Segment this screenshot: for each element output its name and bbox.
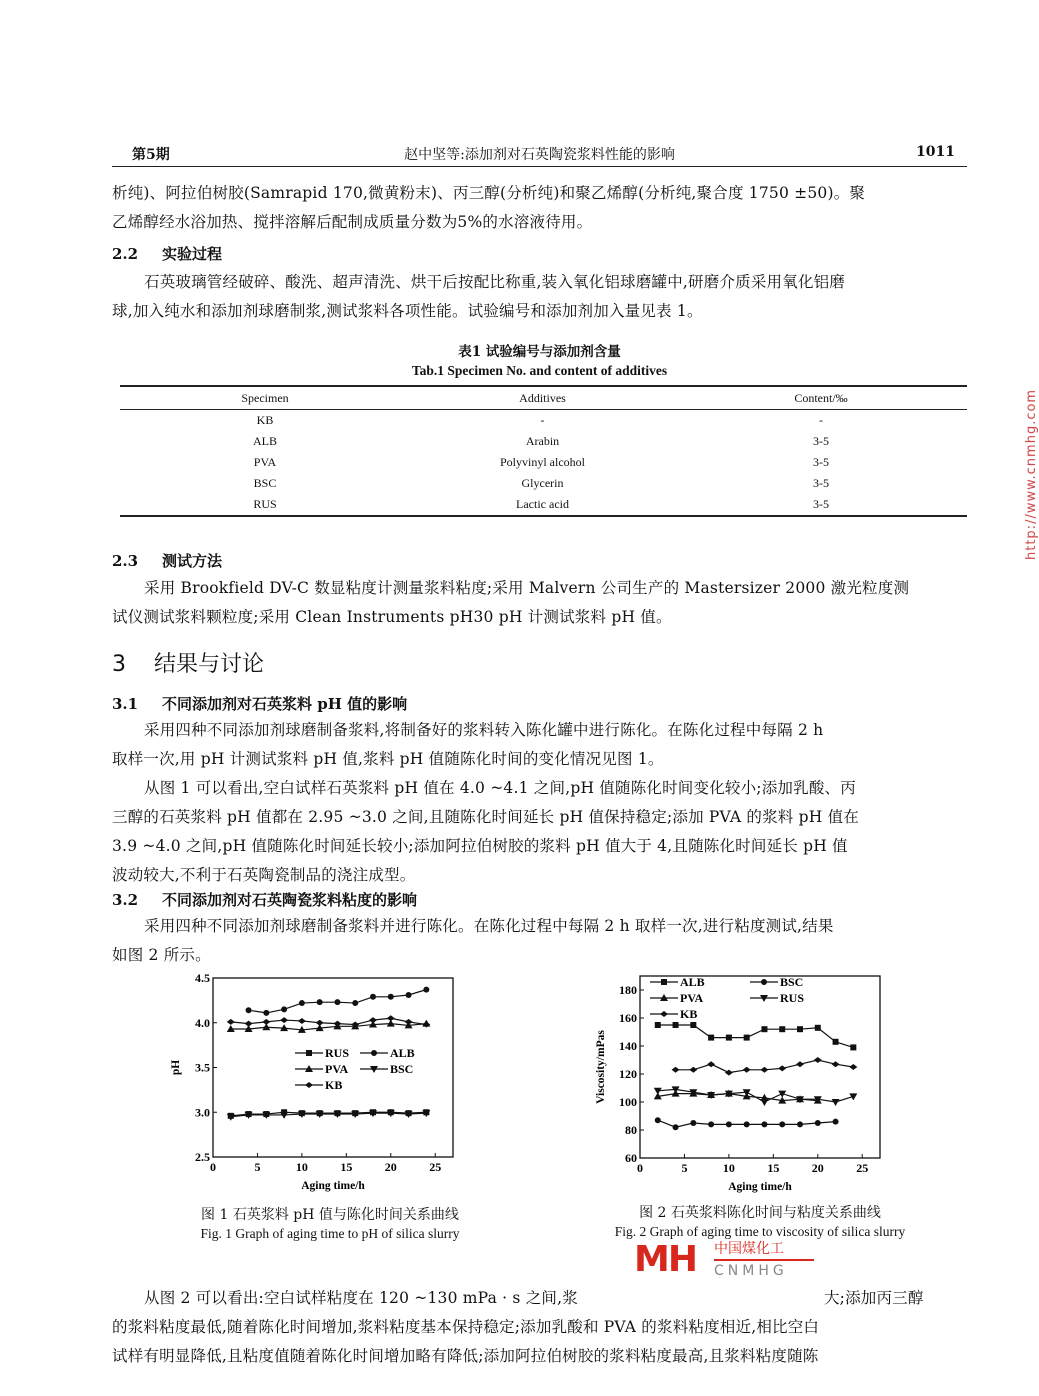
section-title: 不同添加剂对石英陶瓷浆料粘度的影响 [162, 891, 418, 909]
text-line: 采用四种不同添加剂球磨制备浆料,将制备好的浆料转入陈化罐中进行陈化。在陈化过程中每隔 2 h [144, 721, 824, 739]
data-point-kb [760, 1067, 768, 1073]
data-point-alb [281, 1006, 287, 1012]
text-line: 3.9 ~4.0 之间,pH 值随陈化时间延长较小;添加阿拉伯树胶的浆料 pH 值大于 4,且随陈化时间延长 pH 值 [112, 837, 848, 855]
table-caption-cn: 表1 试验编号与添加剂含量 [458, 344, 621, 360]
table-row [120, 410, 967, 432]
data-point-alb [761, 1026, 767, 1032]
data-point-alb [388, 994, 394, 1000]
table-header-row [120, 386, 967, 410]
section-number: 2.3 [112, 552, 139, 570]
logo-text-en: CNMHG [714, 1263, 788, 1279]
series-line-rus [658, 1089, 854, 1102]
text-line: 采用四种不同添加剂球磨制备浆料并进行陈化。在陈化过程中每隔 2 h 取样一次,进行粘度测试,结果 [144, 917, 834, 935]
y-tick-label: 4.0 [195, 1015, 210, 1030]
table-cell: PVA [253, 455, 277, 469]
data-point-kb [316, 1020, 324, 1026]
section-2-3-paragraph [112, 574, 972, 632]
data-point-alb [334, 999, 340, 1005]
section-title: 测试方法 [162, 552, 223, 570]
section-heading-2-2 [112, 243, 222, 264]
figure-caption-en: Fig. 1 Graph of aging time to pH of silica slurry [200, 1226, 460, 1241]
data-point-alb [833, 1039, 839, 1045]
data-point-alb [708, 1035, 714, 1041]
table-cell: - [819, 413, 823, 427]
y-tick-label: 160 [619, 1011, 637, 1025]
x-tick-label: 20 [811, 1161, 824, 1175]
legend-label: RUS [325, 1046, 350, 1060]
data-point-kb [280, 1017, 288, 1023]
y-tick-label: 2.5 [195, 1150, 210, 1164]
x-tick-label: 15 [340, 1160, 353, 1174]
data-point-alb [246, 1007, 252, 1013]
data-point-alb [423, 987, 429, 993]
y-tick-label: 3.5 [195, 1060, 210, 1075]
section-title: 实验过程 [162, 245, 223, 263]
legend-marker [371, 1050, 377, 1056]
data-point-bsc [761, 1121, 767, 1127]
data-point-kb [743, 1067, 751, 1073]
table-row [120, 431, 967, 452]
section-title: 结果与讨论 [154, 652, 265, 677]
page-number: 1011 [916, 144, 955, 160]
data-point-bsc [655, 1117, 661, 1123]
data-point-bsc [797, 1121, 803, 1127]
data-point-kb [227, 1019, 235, 1025]
data-point-kb [387, 1015, 395, 1021]
legend-marker [305, 1082, 313, 1088]
section-heading-3-1 [112, 693, 407, 714]
intro-paragraph [112, 179, 972, 237]
data-point-kb [672, 1067, 680, 1073]
data-point-kb [405, 1019, 413, 1025]
x-tick-label: 5 [681, 1161, 688, 1175]
text-line: 采用 Brookfield DV-C 数显粘度计测量浆料粘度;采用 Malvern 公司生产的 Mastersizer 2000 激光粒度测 [144, 579, 910, 597]
data-point-alb [726, 1035, 732, 1041]
section-2-2-paragraph [112, 268, 972, 326]
legend-label: KB [325, 1078, 343, 1092]
running-title: 赵中坚等:添加剂对石英陶瓷浆料性能的影响 [404, 147, 675, 163]
data-point-kb [262, 1019, 270, 1025]
y-tick-label: 140 [619, 1039, 637, 1053]
text-line: 波动较大,不利于石英陶瓷制品的浇注成型。 [112, 866, 416, 884]
y-tick-label: 180 [619, 983, 637, 997]
legend-label: PVA [680, 991, 704, 1005]
closing-paragraph [112, 1284, 972, 1371]
x-axis-label: Aging time/h [301, 1180, 365, 1192]
data-point-alb [779, 1026, 785, 1032]
cnmhg-logo [634, 1240, 954, 1280]
table-row [120, 494, 967, 516]
y-axis-label: pH [170, 1059, 182, 1076]
legend-label: KB [680, 1007, 698, 1021]
data-point-kb [832, 1061, 840, 1067]
y-axis-label: Viscosity/mPas [595, 1030, 607, 1104]
column-header: Specimen [241, 390, 289, 405]
data-point-kb [245, 1021, 253, 1027]
series-alb [655, 1022, 857, 1050]
section-heading-3 [112, 647, 264, 678]
text-line: 球,加入纯水和添加剂球磨制浆,测试浆料各项性能。试验编号和添加剂加入量见表 1。 [112, 302, 703, 320]
y-tick-label: 4.5 [195, 971, 210, 985]
text-line: 如图 2 所示。 [112, 946, 211, 964]
x-tick-label: 0 [637, 1161, 643, 1175]
text-line [112, 1284, 972, 1313]
text-line: 试样有明显降低,且粘度值随着陈化时间增加略有降低;添加阿拉伯树胶的浆料粘度最高,且浆料粘度随陈 [112, 1347, 819, 1365]
legend-label: RUS [780, 991, 805, 1005]
data-point-alb [352, 1000, 358, 1006]
logo-gap [578, 1284, 792, 1313]
section-3-1-paragraph [112, 716, 972, 890]
running-header [112, 144, 967, 167]
x-tick-label: 15 [767, 1161, 780, 1175]
column-header: Additives [519, 390, 566, 405]
data-point-bsc [815, 1120, 821, 1126]
data-point-bsc [833, 1119, 839, 1125]
x-tick-label: 25 [856, 1161, 869, 1175]
series-rus [654, 1086, 858, 1106]
data-point-rus [760, 1099, 768, 1106]
legend [295, 1046, 415, 1092]
figure-caption-en: Fig. 2 Graph of aging time to viscosity of silica slurry [614, 1224, 906, 1239]
legend-label: ALB [680, 975, 705, 989]
section-number: 3 [112, 652, 126, 677]
text-line: 析纯)、阿拉伯树胶(Samrapid 170,微黄粉末)、丙三醇(分析纯)和聚乙烯醇(分析纯,聚合度 1750 ±50)。聚 [112, 184, 866, 202]
section-3-2-paragraph [112, 912, 972, 970]
x-tick-label: 0 [210, 1160, 216, 1174]
text-fragment: 大;添加丙三醇 [823, 1289, 924, 1307]
figure-caption-cn: 图 2 石英浆料陈化时间与粘度关系曲线 [639, 1205, 881, 1221]
column-header: Content/‰ [794, 390, 848, 405]
data-point-kb [814, 1057, 822, 1063]
text-line: 的浆料粘度最低,随着陈化时间增加,浆料粘度基本保持稳定;添加乳酸和 PVA 的浆料粘度相近,相比空白 [112, 1318, 820, 1336]
section-number: 2.2 [112, 245, 139, 263]
y-tick-label: 100 [619, 1095, 637, 1109]
section-number: 3.2 [112, 891, 139, 909]
y-tick-label: 120 [619, 1067, 637, 1081]
table-cell: Polyvinyl alcohol [500, 455, 585, 469]
table-cell: BSC [253, 476, 277, 490]
series-bsc [227, 1110, 431, 1121]
data-point-alb [744, 1035, 750, 1041]
data-point-bsc [690, 1120, 696, 1126]
legend [650, 975, 804, 1021]
x-tick-label: 5 [254, 1160, 261, 1174]
series-kb [227, 1015, 431, 1027]
table-cell: ALB [253, 434, 277, 448]
data-point-bsc [673, 1124, 679, 1130]
data-point-alb [815, 1025, 821, 1031]
section-title: 不同添加剂对石英浆料 pH 值的影响 [162, 695, 408, 713]
data-point-alb [690, 1022, 696, 1028]
series-alb [246, 987, 430, 1016]
x-tick-label: 10 [295, 1160, 308, 1174]
legend-label: ALB [390, 1046, 415, 1060]
ph-vs-aging-time-chart [150, 965, 470, 1200]
data-point-bsc [708, 1121, 714, 1127]
legend-marker [661, 979, 667, 985]
data-point-alb [299, 1000, 305, 1006]
data-point-kb [778, 1065, 786, 1071]
section-number: 3.1 [112, 695, 139, 713]
y-tick-label: 80 [625, 1123, 637, 1137]
table-cell: KB [256, 413, 274, 427]
logo-mark: MH [634, 1239, 696, 1280]
table-cell: 3-5 [813, 476, 829, 490]
text-line: 三醇的石英浆料 pH 值都在 2.95 ~3.0 之间,且随陈化时间延长 pH 值保持稳定;添加 PVA 的浆料 pH 值在 [112, 808, 859, 826]
data-point-kb [725, 1070, 733, 1076]
y-tick-label: 3.0 [195, 1105, 210, 1120]
text-line: 从图 1 可以看出,空白试样石英浆料 pH 值在 4.0 ~4.1 之间,pH 值随陈化时间变化较小;添加乳酸、丙 [144, 779, 856, 797]
figure-2-caption [570, 1202, 950, 1240]
section-heading-2-3 [112, 550, 222, 571]
y-tick-label: 60 [625, 1151, 637, 1165]
table-cell: 3-5 [813, 455, 829, 469]
table-cell: - [540, 413, 545, 427]
table-cell: 3-5 [813, 497, 829, 511]
x-axis-label: Aging time/h [728, 1181, 792, 1193]
legend-label: BSC [390, 1062, 414, 1076]
series-kb [672, 1057, 858, 1076]
table-row [120, 452, 967, 473]
table-row [120, 473, 967, 494]
data-point-kb [369, 1017, 377, 1023]
logo-divider [714, 1259, 814, 1261]
table-cell: Glycerin [521, 476, 564, 490]
x-tick-label: 20 [384, 1160, 397, 1174]
data-point-kb [849, 1064, 857, 1070]
legend-label: BSC [780, 975, 804, 989]
data-point-alb [406, 992, 412, 998]
data-point-alb [655, 1022, 661, 1028]
data-point-rus [654, 1088, 662, 1095]
text-line: 乙烯醇经水浴加热、搅拌溶解后配制成质量分数为5%的水溶液待用。 [112, 213, 593, 231]
section-heading-3-2 [112, 889, 417, 910]
watermark: http://www.cnmhg.com [1024, 388, 1039, 560]
data-point-bsc [779, 1121, 785, 1127]
additives-table [120, 385, 967, 517]
data-point-alb [370, 994, 376, 1000]
text-line: 取样一次,用 pH 计测试浆料 pH 值,浆料 pH 值随陈化时间的变化情况见图 1。 [112, 750, 664, 768]
series-bsc [655, 1117, 839, 1130]
x-tick-label: 25 [429, 1160, 442, 1174]
table-cell: RUS [253, 497, 277, 511]
data-point-bsc [744, 1121, 750, 1127]
data-point-alb [850, 1044, 856, 1050]
series-line-alb [658, 1025, 854, 1047]
data-point-kb [796, 1061, 804, 1067]
plot-frame [640, 976, 880, 1158]
legend-marker [761, 979, 767, 985]
table-cell: Lactic acid [516, 497, 569, 511]
data-point-alb [797, 1026, 803, 1032]
data-point-kb [707, 1061, 715, 1067]
data-point-alb [317, 999, 323, 1005]
data-point-alb [673, 1022, 679, 1028]
legend-label: PVA [325, 1062, 349, 1076]
table-cell: 3-5 [813, 434, 829, 448]
figure-caption-cn: 图 1 石英浆料 pH 值与陈化时间关系曲线 [201, 1207, 459, 1223]
text-line: 石英玻璃管经破碎、酸洗、超声清洗、烘干后按配比称重,装入氧化铝球磨罐中,研磨介质采用氧化铝磨 [144, 273, 846, 291]
data-point-bsc [726, 1121, 732, 1127]
data-point-rus [832, 1099, 840, 1106]
text-line: 试仪测试浆料颗粒度;采用 Clean Instruments pH30 pH 计测试浆料 pH 值。 [112, 608, 672, 626]
table-cell: Arabin [525, 434, 560, 448]
table-caption-en: Tab.1 Specimen No. and content of additives [411, 363, 668, 378]
viscosity-vs-aging-time-chart [580, 965, 900, 1200]
series-line-kb [231, 1018, 427, 1024]
series-pva [227, 1020, 431, 1033]
issue-label: 第5期 [132, 147, 170, 163]
series-line-pva [231, 1024, 427, 1030]
legend-marker [306, 1050, 312, 1056]
data-point-alb [263, 1010, 269, 1016]
legend-marker [660, 1011, 668, 1017]
logo-text-cn: 中国煤化工 [714, 1241, 784, 1257]
x-tick-label: 10 [722, 1161, 735, 1175]
data-point-kb [298, 1018, 306, 1024]
text-fragment: 从图 2 可以看出:空白试样粘度在 120 ~130 mPa · s 之间,浆 [144, 1289, 578, 1307]
figure-1-caption [150, 1204, 510, 1242]
data-point-kb [689, 1067, 697, 1073]
